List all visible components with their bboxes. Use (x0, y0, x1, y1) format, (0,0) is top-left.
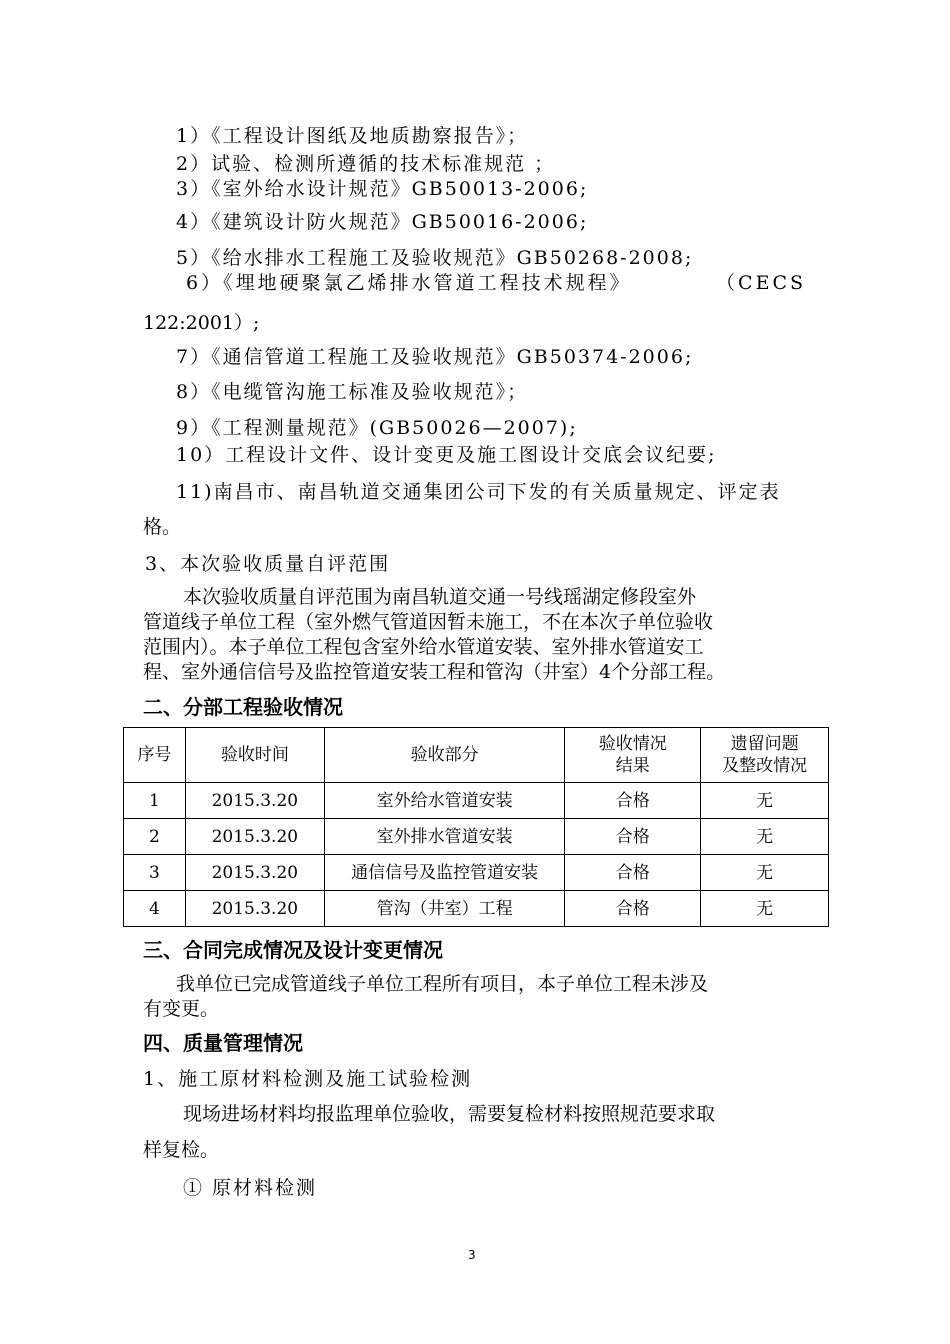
cell-issue: 无 (701, 891, 829, 927)
part4-heading: 四、质量管理情况 (143, 1031, 303, 1055)
reference-item: 2）试验、检测所遵循的技术标准规范 ； (176, 153, 556, 175)
reference-item: 11)南昌市、南昌轨道交通集团公司下发的有关质量规定、评定表 (176, 481, 781, 503)
page-number: 3 (468, 1248, 476, 1262)
header-part: 验收部分 (324, 728, 565, 783)
table-row (124, 891, 829, 927)
cell-part: 室外排水管道安装 (324, 819, 565, 855)
table-row (124, 783, 829, 819)
cell-part: 通信信号及监控管道安装 (324, 855, 565, 891)
table-header-row (124, 728, 829, 783)
header-result-line1: 验收情况 (598, 734, 667, 754)
header-issue-line1: 遗留问题 (730, 734, 799, 754)
acceptance-table (123, 727, 829, 927)
cell-seq: 3 (124, 855, 186, 891)
paragraph-line: 样复检。 (143, 1139, 220, 1161)
cell-time: 2015.3.20 (185, 783, 324, 819)
cell-result: 合格 (565, 891, 701, 927)
reference-item: 9）《工程测量规范》(GB50026—2007); (176, 417, 578, 439)
paragraph-line: 本次验收质量自评范围为南昌轨道交通一号线瑶湖定修段室外 (183, 586, 697, 608)
reference-item: 4）《建筑设计防火规范》GB50016-2006; (176, 211, 589, 233)
reference-item: 10）工程设计文件、设计变更及施工图设计交底会议纪要; (176, 444, 717, 466)
cell-issue: 无 (701, 783, 829, 819)
cell-seq: 2 (124, 819, 186, 855)
cell-time: 2015.3.20 (185, 855, 324, 891)
reference-title: 6）《埋地硬聚氯乙烯排水管道工程技术规程》 (186, 272, 632, 294)
paragraph-line: 范围内）。本子单位工程包含室外给水管道安装、室外排水管道安工 (143, 636, 704, 658)
header-result (565, 728, 701, 783)
cell-result: 合格 (565, 819, 701, 855)
part3-heading: 三、合同完成情况及设计变更情况 (143, 938, 443, 962)
reference-item-continued: 122:2001）; (143, 312, 260, 334)
paragraph-line: 程、室外通信信号及监控管道安装工程和管沟（井室）4个分部工程。 (143, 661, 726, 683)
paragraph-line: 现场进场材料均报监理单位验收，需要复检材料按照规范要求取 (183, 1103, 716, 1125)
paragraph-line: 管道线子单位工程（室外燃气管道因暂未施工，不在本次子单位验收 (143, 611, 714, 633)
reference-item: 5）《给水排水工程施工及验收规范》GB50268-2008; (176, 247, 694, 269)
cell-issue: 无 (701, 855, 829, 891)
cell-part: 管沟（井室）工程 (324, 891, 565, 927)
header-time: 验收时间 (185, 728, 324, 783)
part2-heading: 二、分部工程验收情况 (143, 695, 343, 719)
cell-issue: 无 (701, 819, 829, 855)
reference-item-continued: 格。 (143, 516, 182, 538)
part4-list-item: ① 原材料检测 (183, 1177, 318, 1199)
reference-item: 1）《工程设计图纸及地质勘察报告》； (176, 125, 529, 147)
header-result-line2: 结果 (615, 756, 650, 776)
section3-heading: 3、本次验收质量自评范围 (145, 553, 391, 575)
cell-result: 合格 (565, 855, 701, 891)
cell-result: 合格 (565, 783, 701, 819)
header-issue-line2: 及整改情况 (722, 756, 808, 776)
cell-seq: 4 (124, 891, 186, 927)
cell-time: 2015.3.20 (185, 891, 324, 927)
reference-item: 3）《室外给水设计规范》GB50013-2006; (176, 178, 589, 200)
part4-subheading: 1、施工原材料检测及施工试验检测 (143, 1068, 473, 1090)
reference-item: 8）《电缆管沟施工标准及验收规范》； (176, 381, 529, 403)
paragraph-line: 我单位已完成管道线子单位工程所有项目，本子单位工程未涉及 (176, 973, 709, 995)
reference-item (186, 271, 806, 295)
cell-part: 室外给水管道安装 (324, 783, 565, 819)
table-row (124, 855, 829, 891)
paragraph-line: 有变更。 (143, 998, 220, 1020)
reference-item: 7）《通信管道工程施工及验收规范》GB50374-2006; (176, 346, 694, 368)
header-seq: 序号 (124, 728, 186, 783)
header-issue (701, 728, 829, 783)
cell-time: 2015.3.20 (185, 819, 324, 855)
cell-seq: 1 (124, 783, 186, 819)
table-row (124, 819, 829, 855)
reference-code: （CECS (716, 272, 806, 294)
